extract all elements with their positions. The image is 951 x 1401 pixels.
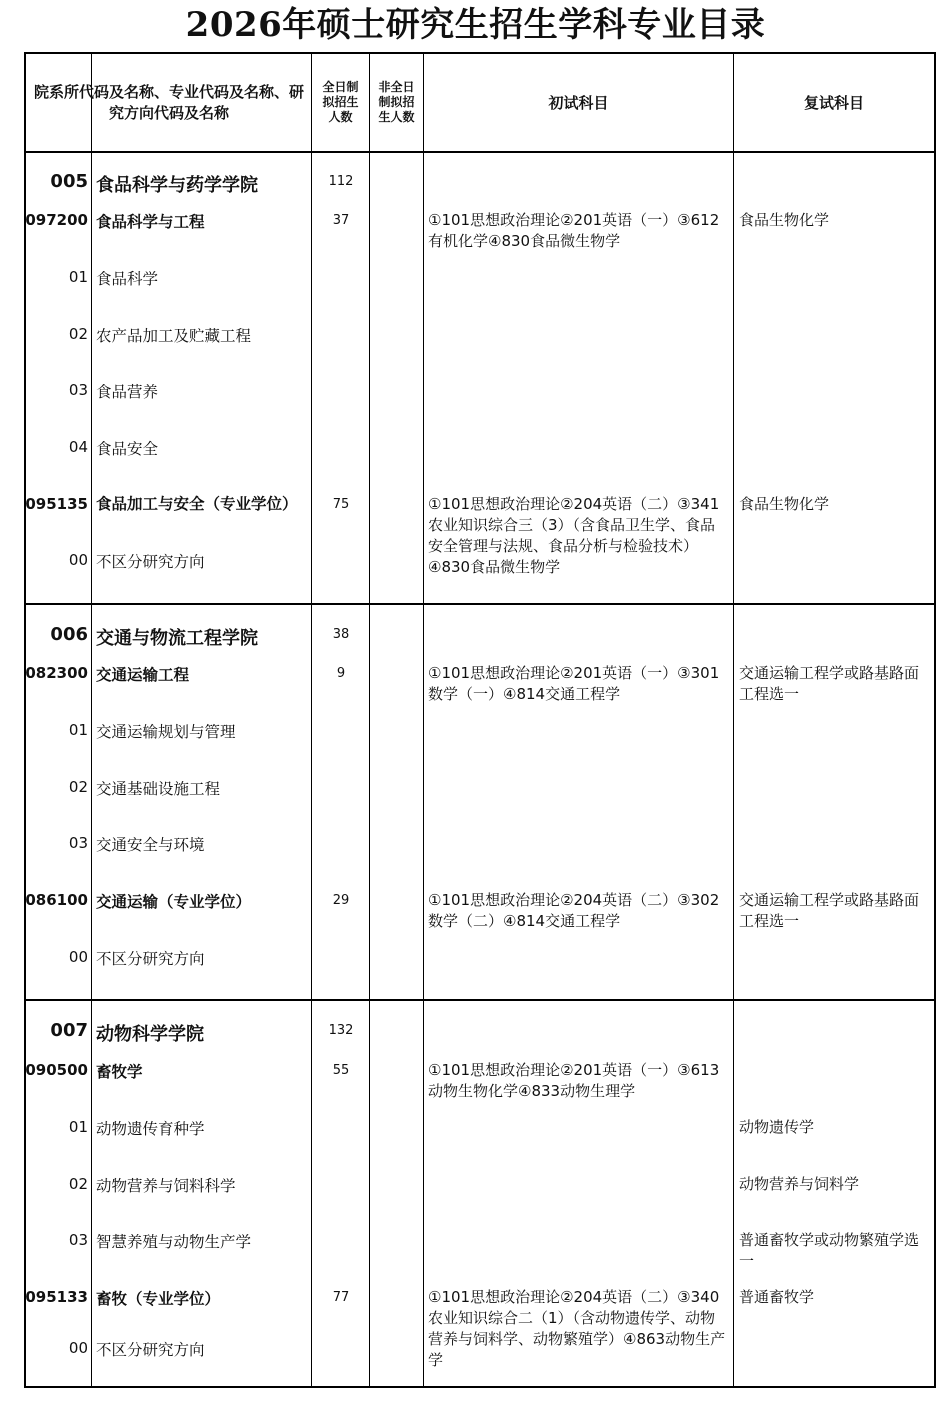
major-code: 095133: [25, 1288, 88, 1306]
direction-code: 01: [68, 268, 88, 286]
page-title: 2026年硕士研究生招生学科专业目录: [185, 5, 766, 45]
row-divider: [24, 603, 936, 605]
column-divider: [311, 52, 312, 1388]
major-quota: 77: [332, 1290, 350, 1305]
major-name: 交通运输工程: [96, 666, 190, 684]
major-name: 畜牧（专业学位）: [96, 1290, 221, 1308]
retest-subjects: 动物营养与饲料学: [739, 1175, 860, 1193]
row-divider: [24, 151, 936, 153]
column-divider: [423, 52, 424, 1388]
header-dept-major-direction: 院系所代码及名称、专业代码及名称、研究方向代码及名称: [33, 82, 304, 122]
major-name: 食品加工与安全（专业学位）: [96, 495, 298, 513]
college-name: 食品科学与药学学院: [96, 175, 258, 196]
major-name: 畜牧学: [96, 1063, 143, 1081]
college-code: 007: [50, 1020, 88, 1041]
direction-code: 04: [68, 438, 88, 456]
major-quota: 9: [336, 666, 346, 681]
row-divider: [24, 999, 936, 1001]
column-divider: [91, 52, 92, 1388]
college-quota: 132: [328, 1023, 354, 1038]
direction-name: 交通运输规划与管理: [96, 723, 236, 741]
retest-subjects: 普通畜牧学或动物繁殖学选一: [739, 1231, 920, 1270]
retest-subjects: 食品生物化学: [739, 211, 830, 229]
initial-exam-subjects: ①101思想政治理论②204英语（二）③302数学（二）④814交通工程学: [428, 891, 720, 930]
column-divider: [369, 52, 370, 1388]
direction-name: 动物遗传育种学: [96, 1120, 205, 1138]
direction-code: 00: [68, 551, 88, 569]
direction-name: 食品安全: [96, 440, 159, 458]
college-quota: 112: [328, 174, 354, 189]
direction-code: 01: [68, 721, 88, 739]
direction-name: 智慧养殖与动物生产学: [96, 1233, 252, 1251]
direction-name: 不区分研究方向: [96, 950, 205, 968]
direction-name: 不区分研究方向: [96, 1341, 205, 1359]
direction-code: 03: [68, 834, 88, 852]
college-name: 动物科学学院: [96, 1024, 204, 1045]
major-code: 097200: [25, 211, 88, 229]
retest-subjects: 食品生物化学: [739, 495, 830, 513]
direction-code: 02: [68, 778, 88, 796]
direction-name: 食品营养: [96, 383, 159, 401]
major-code: 090500: [25, 1061, 88, 1079]
direction-code: 01: [68, 1118, 88, 1136]
initial-exam-subjects: ①101思想政治理论②201英语（一）③613动物生物化学④833动物生理学: [428, 1061, 720, 1100]
major-quota: 55: [332, 1063, 350, 1078]
direction-name: 动物营养与饲料科学: [96, 1177, 236, 1195]
direction-code: 00: [68, 1339, 88, 1357]
initial-exam-subjects: ①101思想政治理论②201英语（一）③301数学（一）④814交通工程学: [428, 664, 720, 703]
initial-exam-subjects: ①101思想政治理论②204英语（二）③340农业知识综合二（1）（含动物遗传学、动物营养与饲料学、动物繁殖学）④863动物生产学: [428, 1288, 726, 1369]
major-code: 095135: [25, 495, 88, 513]
direction-name: 不区分研究方向: [96, 553, 205, 571]
retest-subjects: 普通畜牧学: [739, 1288, 815, 1306]
column-divider: [733, 52, 734, 1388]
header-initial-exam: 初试科目: [548, 94, 609, 112]
major-name: 交通运输（专业学位）: [96, 893, 252, 911]
header-parttime-quota: 非全日制拟招生人数: [378, 80, 415, 124]
direction-code: 02: [68, 1175, 88, 1193]
major-quota: 29: [332, 893, 350, 908]
direction-code: 03: [68, 1231, 88, 1249]
college-quota: 38: [332, 627, 350, 642]
retest-subjects: 动物遗传学: [739, 1118, 815, 1136]
major-quota: 75: [332, 497, 350, 512]
college-name: 交通与物流工程学院: [96, 628, 258, 649]
direction-name: 农产品加工及贮藏工程: [96, 327, 252, 345]
college-code: 005: [50, 171, 88, 192]
major-quota: 37: [332, 213, 350, 228]
retest-subjects: 交通运输工程学或路基路面工程选一: [739, 891, 920, 930]
header-retest: 复试科目: [803, 94, 864, 112]
major-name: 食品科学与工程: [96, 213, 205, 231]
direction-name: 交通安全与环境: [96, 836, 205, 854]
header-fulltime-quota: 全日制拟招生人数: [322, 80, 359, 124]
direction-name: 交通基础设施工程: [96, 780, 221, 798]
direction-name: 食品科学: [96, 270, 159, 288]
direction-code: 03: [68, 381, 88, 399]
major-code: 082300: [25, 664, 88, 682]
direction-code: 00: [68, 948, 88, 966]
initial-exam-subjects: ①101思想政治理论②204英语（二）③341农业知识综合三（3）（含食品卫生学、食品安全管理与法规、食品分析与检验技术）④830食品微生物学: [428, 495, 720, 576]
college-code: 006: [50, 624, 88, 645]
major-code: 086100: [25, 891, 88, 909]
initial-exam-subjects: ①101思想政治理论②201英语（一）③612有机化学④830食品微生物学: [428, 211, 720, 250]
direction-code: 02: [68, 325, 88, 343]
retest-subjects: 交通运输工程学或路基路面工程选一: [739, 664, 920, 703]
